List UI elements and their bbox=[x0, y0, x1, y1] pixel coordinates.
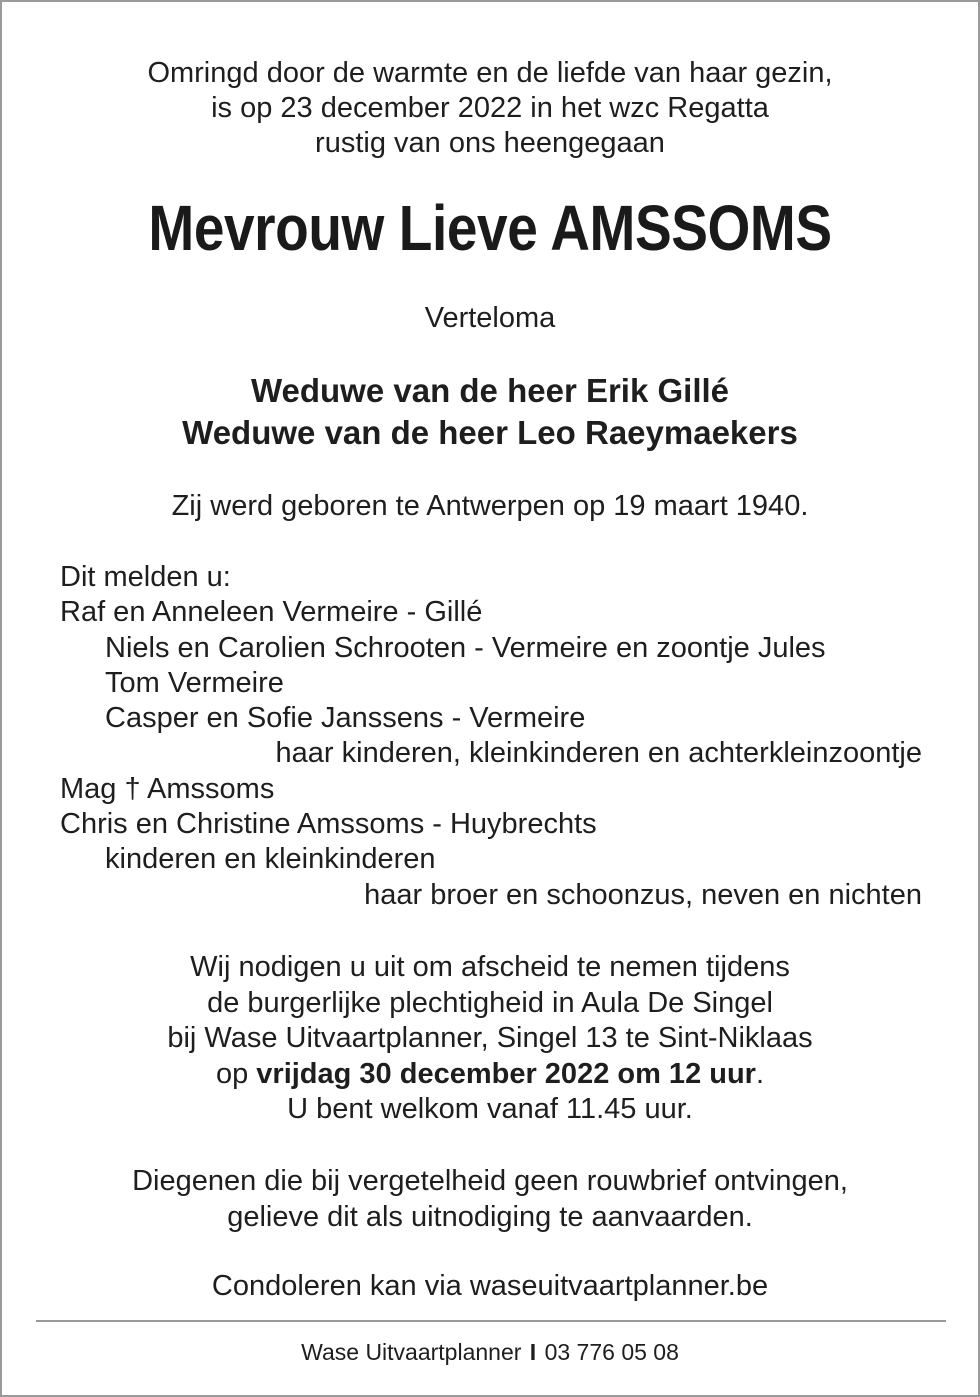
condolence-link[interactable]: Condoleren kan via waseuitvaartplanner.be bbox=[211, 1270, 769, 1302]
birth-statement: Zij werd geboren te Antwerpen op 19 maart 1940. bbox=[171, 490, 809, 522]
invite-line-5: U bent welkom vanaf 11.45 uur. bbox=[287, 1093, 693, 1125]
intro-line-3: rustig van ons heengegaan bbox=[315, 127, 665, 159]
invite-date-suffix: . bbox=[755, 1057, 765, 1090]
ceremony-date: vrijdag 30 december 2022 om 12 uur bbox=[256, 1057, 756, 1090]
invite-line-3: bij Wase Uitvaartplanner, Singel 13 te Sint-Niklaas bbox=[167, 1022, 813, 1054]
forgot-line-2: gelieve dit als uitnodiging te aanvaarden. bbox=[227, 1201, 753, 1233]
family-line: Chris en Christine Amssoms - Huybrechts bbox=[60, 808, 597, 841]
widow-line-1: Weduwe van de heer Erik Gillé bbox=[250, 372, 730, 409]
footer-divider bbox=[36, 1320, 946, 1322]
footer-phone[interactable]: 03 776 05 08 bbox=[544, 1339, 679, 1365]
family-line: Raf en Anneleen Vermeire - Gillé bbox=[60, 596, 483, 629]
deceased-role: Verteloma bbox=[424, 302, 556, 334]
forgotten-notice bbox=[2, 1163, 978, 1235]
family-heading: Dit melden u: bbox=[60, 561, 231, 593]
invite-line-2: de burgerlijke plechtigheid in Aula De Singel bbox=[207, 986, 773, 1019]
invite-date-prefix: op bbox=[215, 1057, 257, 1090]
intro-text bbox=[2, 56, 978, 161]
family-list bbox=[2, 560, 978, 913]
family-line: Tom Vermeire bbox=[105, 666, 284, 699]
ceremony-invitation bbox=[2, 950, 978, 1128]
invite-line-4 bbox=[2, 1057, 978, 1093]
footer-company: Wase Uitvaartplanner bbox=[301, 1339, 522, 1365]
forgot-line-1: Diegenen die bij vergetelheid geen rouwbrief ontvingen, bbox=[132, 1165, 848, 1197]
widow-of bbox=[2, 370, 978, 454]
footer bbox=[2, 1337, 978, 1367]
family-line: kinderen en kleinkinderen bbox=[105, 843, 436, 876]
footer-separator: I bbox=[529, 1339, 537, 1365]
intro-line-1: Omringd door de warmte en de liefde van haar gezin, bbox=[147, 57, 833, 89]
widow-line-2: Weduwe van de heer Leo Raeymaekers bbox=[182, 414, 798, 451]
family-relation: haar kinderen, kleinkinderen en achterkleinzoontje bbox=[275, 737, 922, 770]
intro-line-2: is op 23 december 2022 in het wzc Regatta bbox=[211, 92, 769, 124]
invite-line-1: Wij nodigen u uit om afscheid te nemen tijdens bbox=[190, 951, 790, 983]
family-line: Niels en Carolien Schrooten - Vermeire en zoontje Jules bbox=[105, 631, 826, 664]
family-line: Mag † Amssoms bbox=[60, 772, 275, 805]
deceased-name: Mevrouw Lieve AMSSOMS bbox=[148, 192, 832, 264]
family-line: Casper en Sofie Janssens - Vermeire bbox=[105, 702, 586, 735]
family-relation: haar broer en schoonzus, neven en nichten bbox=[364, 878, 922, 911]
